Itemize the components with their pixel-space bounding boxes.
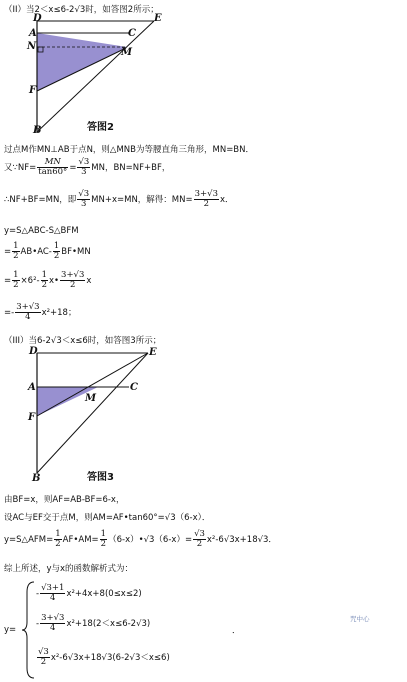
figure-3-diagram: [0, 340, 170, 474]
caption-fig2: 答图2: [87, 122, 114, 133]
denominator: 2: [13, 279, 19, 290]
fraction-half: [53, 242, 60, 261]
denominator: 2: [70, 279, 76, 290]
part3-line3: [4, 530, 277, 549]
part3-line1: 由BF=x，则AF=AB-BF=6-x，: [4, 495, 125, 505]
fraction: [194, 190, 219, 209]
part2-heading: （II）当2＜x≤6-2√3时，如答图2所示；: [4, 5, 159, 15]
denominator: 4: [50, 592, 56, 603]
fraction-half: [54, 530, 61, 549]
label-n: N: [27, 41, 37, 52]
numerator: √3+1: [41, 583, 65, 593]
label-m: M: [85, 393, 97, 404]
fraction-half: [41, 271, 48, 290]
y-equals: y=: [4, 625, 17, 635]
shaded-region-fig2: [37, 33, 127, 91]
text: x²-6√3x+18√3(6-2√3＜x≤6): [50, 652, 170, 663]
part2-y3: [4, 271, 91, 290]
fraction: [37, 648, 50, 667]
fraction: [60, 271, 85, 290]
text: =-: [4, 307, 15, 318]
numerator: 3+√3: [61, 270, 85, 280]
label-d: D: [29, 346, 38, 357]
label-e: E: [154, 13, 162, 24]
part2-line2: [4, 158, 170, 177]
denominator: 2: [55, 538, 61, 549]
fraction-half: [12, 271, 19, 290]
numerator: √3: [194, 529, 205, 539]
denominator: tan60°: [38, 166, 68, 177]
text: y=S△AFM=: [4, 534, 54, 545]
text: x²-6√3x+18√3．: [206, 534, 277, 545]
text: -: [36, 588, 40, 599]
label-a: A: [29, 28, 37, 39]
piecewise-case-1: [36, 584, 142, 603]
text: x: [86, 275, 92, 286]
denominator: 2: [196, 538, 203, 549]
numerator: MN: [37, 158, 68, 168]
label-b: B: [33, 125, 42, 136]
label-b: B: [32, 473, 41, 484]
text: MN+x=MN，解得：MN=: [91, 194, 193, 205]
piecewise-brace: [22, 580, 36, 680]
part3-heading: （III）当6-2√3＜x≤6时，如答图3所示；: [4, 336, 162, 346]
label-e: E: [149, 347, 157, 358]
label-f: F: [28, 412, 36, 423]
fraction-half: [100, 530, 107, 549]
figure-2-diagram: [0, 12, 170, 134]
part2-y1: y=S△ABC-S△BFM: [4, 226, 79, 236]
denominator: 2: [100, 538, 107, 549]
part2-y2: [4, 242, 91, 261]
numerator: √3: [78, 157, 90, 167]
text: =: [69, 162, 77, 173]
numerator: 3+√3: [16, 302, 40, 312]
text: BF•MN: [61, 246, 91, 257]
denominator: 2: [41, 279, 47, 290]
numerator: 1: [13, 241, 19, 251]
fraction: [77, 158, 90, 177]
piecewise-case-2: [36, 614, 150, 633]
part2-line3: [4, 190, 234, 209]
text: x．: [219, 194, 234, 205]
numerator: 1: [13, 270, 19, 280]
fraction: [193, 530, 206, 549]
part2-y4: [4, 303, 76, 322]
fraction: [15, 303, 40, 322]
text: MN，BN=NF+BF，: [91, 162, 171, 173]
numerator: 1: [41, 270, 47, 280]
text: x²+18；: [41, 307, 77, 318]
denominator: 4: [50, 622, 56, 633]
text: ×6²-: [20, 275, 40, 286]
fraction: [40, 614, 65, 633]
part3-line2: 设AC与EF交于点M，则AM=AF•tan60°=√3（6-x）．: [4, 513, 211, 523]
numerator: 1: [100, 529, 107, 539]
label-c: C: [128, 28, 136, 39]
denominator: 2: [53, 250, 60, 261]
denominator: 2: [13, 250, 19, 261]
label-d: D: [33, 13, 42, 24]
text: AF•AM=: [62, 534, 99, 545]
denominator: 2: [40, 656, 47, 667]
numerator: √3: [38, 647, 49, 657]
label-m: M: [121, 47, 133, 58]
text: ∴NF+BF=MN，即: [4, 194, 77, 205]
text: x•: [48, 275, 60, 286]
text: 又∵NF=: [4, 162, 37, 173]
denominator: 3: [81, 166, 87, 177]
caption-fig3: 答图3: [87, 472, 114, 483]
text: x²+4x+8(0≤x≤2): [66, 588, 142, 599]
numerator: 1: [55, 529, 61, 539]
segment-be: [37, 353, 148, 473]
numerator: 1: [53, 241, 60, 251]
denominator: 2: [203, 198, 210, 209]
text: x²+18(2＜x≤6-2√3): [66, 618, 151, 629]
summary-period: ．: [232, 626, 241, 636]
fraction: [37, 158, 68, 177]
text: -: [36, 618, 40, 629]
fraction: [77, 190, 90, 209]
label-a: A: [28, 382, 36, 393]
text: =: [4, 246, 12, 257]
numerator: √3: [78, 189, 90, 199]
numerator: 3+√3: [41, 613, 65, 623]
label-c: C: [130, 382, 138, 393]
text: =: [4, 275, 12, 286]
denominator: 4: [25, 311, 31, 322]
part2-line1: 过点M作MN⊥AB于点N，则△MNB为等腰直角三角形，MN=BN．: [4, 145, 255, 155]
text: （6-x）•√3（6-x）=: [108, 534, 193, 545]
fraction: [40, 584, 65, 603]
fraction-half: [12, 242, 19, 261]
denominator: 3: [81, 198, 87, 209]
label-f: F: [29, 85, 37, 96]
watermark: 咒中心: [350, 615, 370, 623]
numerator: 3+√3: [194, 189, 218, 199]
piecewise-case-3: [36, 648, 170, 667]
text: AB•AC-: [20, 246, 52, 257]
summary-intro: 综上所述，y与x的函数解析式为：: [4, 564, 134, 574]
